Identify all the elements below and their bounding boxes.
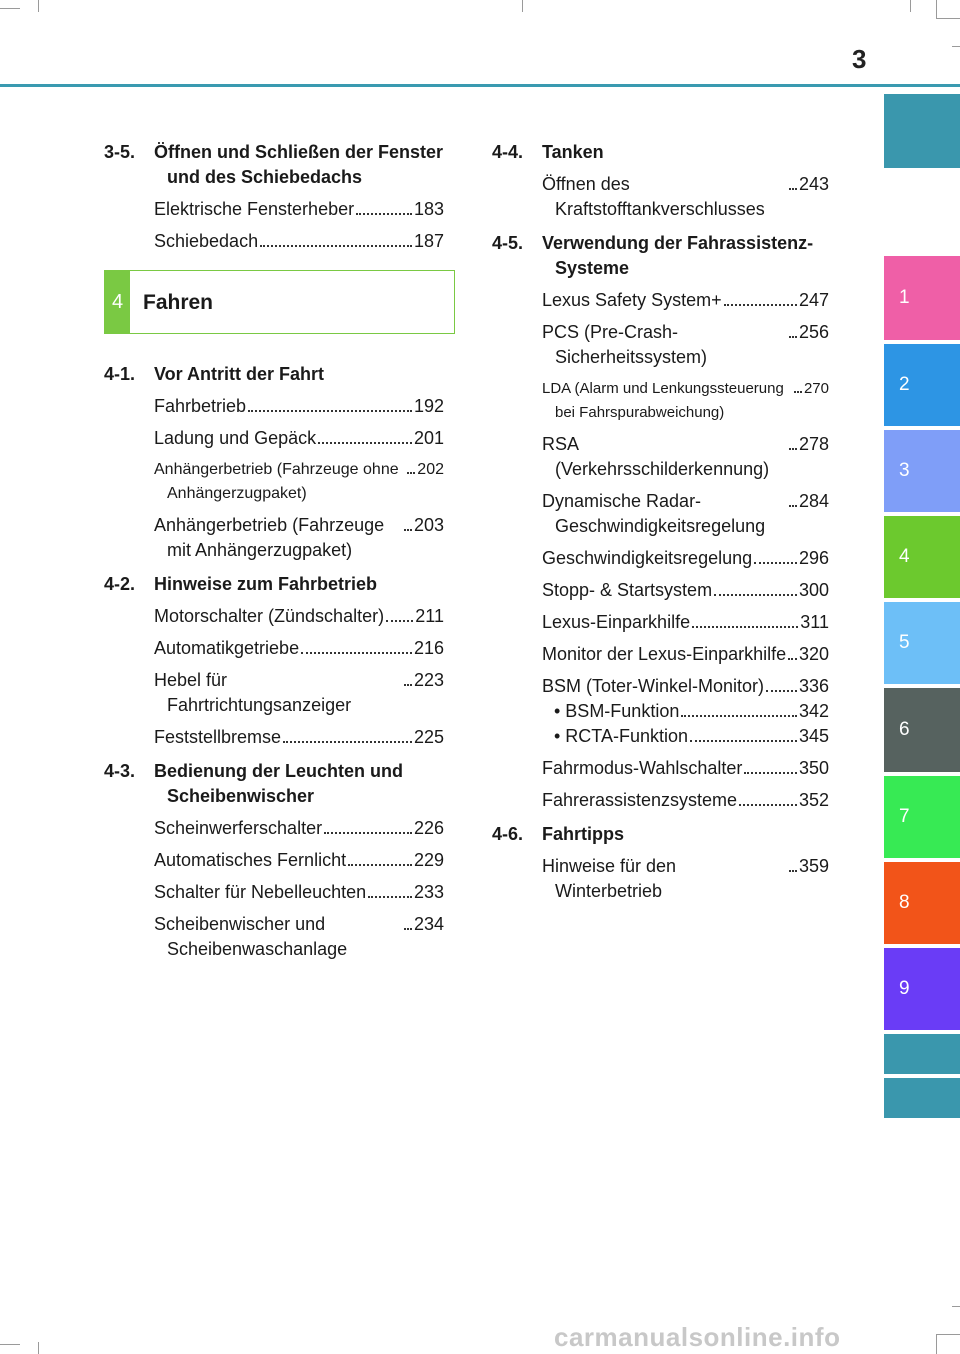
toc-entry-page: 203 (413, 515, 444, 535)
toc-entry-page: 342 (798, 701, 829, 721)
toc-entry[interactable] (542, 320, 829, 370)
chapter-tab-3[interactable] (884, 430, 960, 512)
chapter-tab-label: 3 (899, 460, 910, 481)
toc-entry-page: 336 (798, 676, 829, 696)
dot-leader (789, 870, 797, 872)
toc-entry[interactable] (154, 426, 444, 451)
chapter-tab-label: 9 (899, 978, 910, 999)
toc-entry-page: 247 (798, 290, 829, 310)
toc-entry[interactable] (542, 489, 829, 539)
toc-entry-page: 201 (413, 428, 444, 448)
toc-entry[interactable] (154, 880, 444, 905)
dot-leader (788, 658, 797, 660)
dot-leader (407, 472, 415, 474)
toc-section-4-5 (492, 231, 829, 281)
toc-entry[interactable] (154, 912, 444, 962)
toc-entry-label: • RCTA-Funktion (554, 726, 688, 746)
toc-entry-label: LDA (Alarm und Lenkungssteuerung bei Fahrspurabweichung) (542, 380, 784, 421)
toc-entry-label: Monitor der Lexus-Einparkhilfe (542, 644, 787, 664)
toc-entry-label: BSM (Toter-Winkel-Monitor) (542, 676, 765, 696)
toc-entry[interactable] (542, 546, 829, 571)
toc-entry-label: Lexus Safety System+ (542, 290, 722, 310)
dot-leader (248, 410, 412, 412)
dot-leader (692, 626, 798, 628)
toc-entry-page: 320 (798, 644, 829, 664)
toc-entry-page: 233 (413, 882, 444, 902)
toc-entry-page: 229 (413, 850, 444, 870)
toc-section-4-4 (492, 140, 829, 165)
toc-section-3-5 (104, 140, 444, 190)
crop-mark (0, 1344, 20, 1345)
toc-entry-page: 223 (413, 670, 444, 690)
toc-section-4-2 (104, 572, 444, 597)
section-title: Vor Antritt der Fahrt (154, 364, 324, 384)
toc-entry-label: Automatikgetriebe (154, 638, 300, 658)
dot-leader (681, 715, 797, 717)
toc-entry-page: 311 (800, 612, 829, 632)
dot-leader (324, 832, 412, 834)
toc-entry-label: Geschwindigkeitsregelung (542, 548, 753, 568)
toc-entry-page: 187 (413, 231, 444, 251)
toc-entry-page: 359 (798, 856, 829, 876)
chapter-tab-label: 4 (899, 546, 910, 567)
toc-entry-label: Scheibenwischer und Scheibenwaschanlage (154, 914, 348, 959)
dot-leader (739, 804, 797, 806)
toc-entry-page: 211 (415, 606, 444, 626)
toc-entry-label: PCS (Pre-Crash-Sicherheitssystem) (542, 322, 708, 367)
toc-entry-label: Anhängerbetrieb (Fahrzeuge ohne Anhängerzugpaket) (154, 461, 399, 502)
toc-entry-page: 234 (413, 914, 444, 934)
section-title: Verwendung der Fahrassistenz-Systeme (542, 233, 814, 278)
dot-leader (789, 336, 797, 338)
section-number: 4-4. (492, 142, 524, 162)
chapter-heading-box (104, 270, 455, 334)
dot-leader (318, 442, 412, 444)
section-number: 4-6. (492, 824, 524, 844)
dot-leader (714, 594, 797, 596)
crop-mark (38, 0, 39, 12)
toc-entry-page: 226 (413, 818, 444, 838)
toc-entry[interactable] (542, 854, 829, 904)
toc-entry[interactable] (542, 674, 829, 699)
dot-leader (789, 448, 797, 450)
toc-entry[interactable] (154, 848, 444, 873)
toc-entry-page: 270 (803, 380, 829, 397)
chapter-tab-8[interactable] (884, 862, 960, 944)
toc-left-column (104, 140, 444, 962)
dot-leader (404, 529, 412, 531)
chapter-tab-label: 2 (899, 374, 910, 395)
chapter-number: 4 (105, 271, 130, 333)
chapter-tabs (884, 0, 960, 1354)
toc-entry-page: 183 (413, 199, 444, 219)
section-title: Öffnen und Schließen der Fenster und des Schiebedachs (154, 142, 444, 187)
section-title: Tanken (542, 142, 604, 162)
toc-entry[interactable] (542, 432, 829, 482)
toc-entry[interactable] (542, 610, 829, 635)
toc-entry-label: Elektrische Fensterheber (154, 199, 355, 219)
chapter-tab-7[interactable] (884, 776, 960, 858)
toc-entry-label: Ladung und Gepäck (154, 428, 317, 448)
chapter-tab-blank[interactable] (884, 1078, 960, 1118)
chapter-tab-label: 8 (899, 892, 910, 913)
crop-mark (38, 1342, 39, 1354)
toc-entry-label: Scheinwerferschalter (154, 818, 323, 838)
toc-section-4-3 (104, 759, 444, 809)
toc-entry-label: Dynamische Radar-Geschwindigkeitsregelung (542, 491, 766, 536)
crop-mark (522, 0, 523, 12)
toc-entry-page: 216 (413, 638, 444, 658)
toc-subentry[interactable] (554, 724, 829, 749)
toc-section-4-6 (492, 822, 829, 847)
toc-entry-page: 345 (798, 726, 829, 746)
toc-entry-page: 284 (798, 491, 829, 511)
dot-leader (386, 620, 413, 622)
chapter-tab-blank[interactable] (884, 1034, 960, 1074)
dot-leader (766, 690, 797, 692)
dot-leader (789, 505, 797, 507)
chapter-tab-label: 7 (899, 806, 910, 827)
toc-entry-label: Fahrmodus-Wahlschalter (542, 758, 743, 778)
section-title: Bedienung der Leuchten und Scheibenwischer (154, 761, 404, 806)
toc-entry-label: Schalter für Nebelleuchten (154, 882, 367, 902)
toc-entry[interactable] (542, 377, 829, 425)
chapter-tab-label: 5 (899, 632, 910, 653)
chapter-tab-9[interactable] (884, 948, 960, 1030)
toc-entry[interactable] (154, 636, 444, 661)
toc-entry-page: 352 (798, 790, 829, 810)
section-number: 4-2. (104, 574, 136, 594)
toc-entry[interactable] (542, 788, 829, 813)
chapter-tab-4[interactable] (884, 516, 960, 598)
dot-leader (404, 684, 412, 686)
toc-entry-label: Motorschalter (Zündschalter) (154, 606, 385, 626)
toc-entry-label: • BSM-Funktion (554, 701, 680, 721)
toc-subentry[interactable] (554, 699, 829, 724)
toc-entry-page: 202 (417, 461, 444, 478)
toc-entry[interactable] (154, 229, 444, 254)
toc-entry[interactable] (154, 816, 444, 841)
dot-leader (744, 772, 797, 774)
chapter-tab-1[interactable] (884, 256, 960, 340)
toc-right-column (492, 140, 829, 904)
dot-leader (754, 562, 797, 564)
section-number: 4-3. (104, 761, 136, 781)
toc-entry[interactable] (154, 604, 444, 629)
chapter-tab-blank[interactable] (884, 94, 960, 168)
dot-leader (404, 928, 412, 930)
dot-leader (301, 652, 412, 654)
toc-entry-page: 350 (798, 758, 829, 778)
toc-entry-label: Feststellbremse (154, 727, 282, 747)
dot-leader (368, 896, 412, 898)
chapter-tab-5[interactable] (884, 602, 960, 684)
toc-entry[interactable] (542, 642, 829, 667)
toc-entry-label: Öffnen des Kraftstofftankverschlusses (542, 174, 765, 219)
toc-entry-page: 225 (413, 727, 444, 747)
toc-entry[interactable] (154, 458, 444, 506)
toc-entry-label: Schiebedach (154, 231, 259, 251)
toc-entry-page: 278 (798, 434, 829, 454)
toc-section-4-1 (104, 362, 444, 387)
dot-leader (356, 213, 412, 215)
toc-entry[interactable] (154, 725, 444, 750)
toc-entry-label: Fahrerassistenzsysteme (542, 790, 738, 810)
toc-entry-label: Lexus-Einparkhilfe (542, 612, 691, 632)
toc-entry[interactable] (542, 288, 829, 313)
section-title: Hinweise zum Fahrbetrieb (154, 574, 378, 594)
section-number: 3-5. (104, 142, 136, 162)
chapter-tab-label: 1 (899, 287, 910, 308)
toc-entry-label: Anhängerbetrieb (Fahrzeuge mit Anhängerzugpaket) (154, 515, 385, 560)
chapter-tab-2[interactable] (884, 344, 960, 426)
dot-leader (690, 740, 797, 742)
dot-leader (283, 741, 412, 743)
page-number: 3 (852, 44, 867, 74)
chapter-tab-6[interactable] (884, 688, 960, 772)
toc-entry[interactable] (542, 578, 829, 603)
toc-entry-page: 243 (798, 174, 829, 194)
dot-leader (794, 391, 802, 393)
chapter-title: Fahren (143, 290, 214, 314)
toc-entry-label: Automatisches Fernlicht (154, 850, 347, 870)
toc-entry-label: RSA (Verkehrsschilderkennung) (542, 434, 770, 479)
toc-entry-page: 192 (413, 396, 444, 416)
toc-entry[interactable] (542, 756, 829, 781)
header-rule (0, 84, 960, 87)
dot-leader (260, 245, 412, 247)
toc-entry[interactable] (154, 197, 444, 222)
toc-entry-page: 296 (798, 548, 829, 568)
section-number: 4-5. (492, 233, 524, 253)
toc-entry-page: 300 (798, 580, 829, 600)
toc-entry[interactable] (542, 172, 829, 222)
toc-entry-label: Stopp- & Startsystem (542, 580, 713, 600)
chapter-tab-label: 6 (899, 719, 910, 740)
toc-entry-label: Hinweise für den Winterbetrieb (542, 856, 677, 901)
dot-leader (789, 188, 797, 190)
section-title: Fahrtipps (542, 824, 625, 844)
toc-entry-page: 256 (798, 322, 829, 342)
dot-leader (348, 864, 412, 866)
section-number: 4-1. (104, 364, 136, 384)
toc-entry-label: Fahrbetrieb (154, 396, 247, 416)
toc-entry-label: Hebel für Fahrtrichtungsanzeiger (154, 670, 352, 715)
toc-entry[interactable] (154, 513, 444, 563)
toc-entry[interactable] (154, 394, 444, 419)
toc-entry[interactable] (154, 668, 444, 718)
crop-mark (0, 8, 20, 9)
watermark: carmanualsonline.info (554, 1322, 841, 1352)
dot-leader (724, 304, 797, 306)
